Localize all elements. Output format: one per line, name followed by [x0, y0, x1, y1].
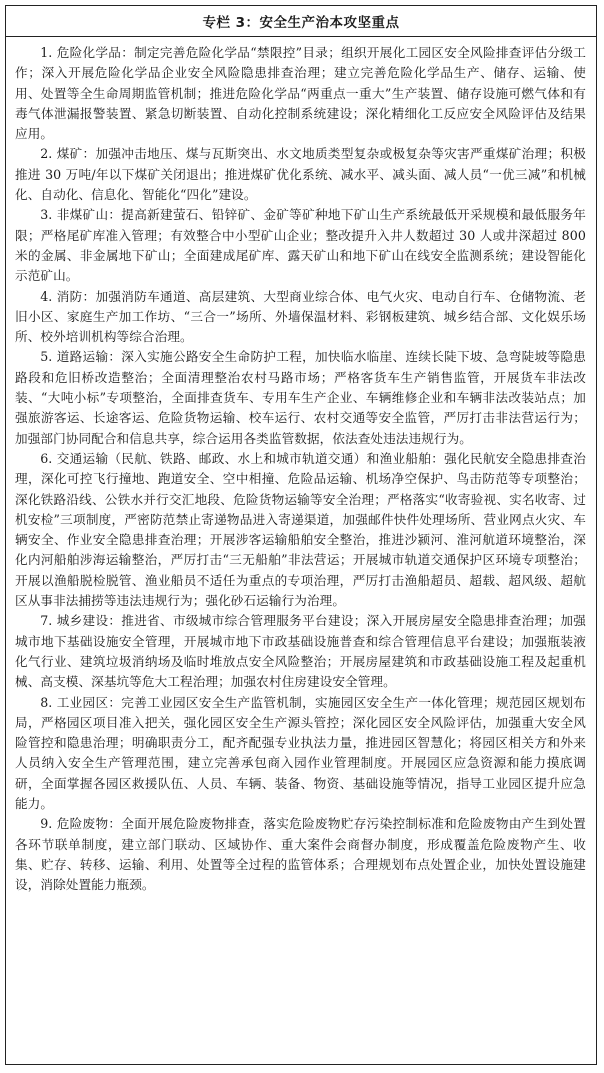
item-hazardous-chemicals: 1. 危险化学品：制定完善危险化学品“禁限控”目录；组织开展化工园区安全风险排查评估分级工作；深入开展危险化学品企业安全风险隐患排查治理；建立完善危险化学品生产、储存、运输、使用、处置等全生命周期监管机制；推进危险化学品“两重点一重大”生产装置、储存设施可燃气体和有毒气体泄漏报警装置、紧急切断装置、自动化控制系统建设；深化精细化工反应安全风险评估及结果应用。 — [15, 45, 586, 142]
special-column-box — [5, 5, 597, 1065]
item-fire-protection: 4. 消防：加强消防车通道、高层建筑、大型商业综合体、电气火灾、电动自行车、仓储物流、老旧小区、家庭生产加工作坊、“三合一”场所、外墙保温材料、彩钢板建筑、城乡结合部、文化娱乐场所、校外培训机构等综合治理。 — [15, 288, 586, 345]
item-road-transport: 5. 道路运输：深入实施公路安全生命防护工程，加快临水临崖、连续长陡下坡、急弯陡坡等隐患路段和危旧桥改造整治；全面清理整治农村马路市场；严格客货车生产销售监管，开展货车非法改装、“大吨小标”专项整治，全面排查货车、专用车生产企业、车辆维修企业和车辆非法改装站点；加强旅游客运、长途客运、危险货物运输、校车运行、农村交通等安全监管，严厉打击非法营运行为；加强部门协同配合和信息共享，综合运用各类监管数据，依法查处违法违规行为。 — [15, 349, 586, 446]
item-non-coal-mines: 3. 非煤矿山：提高新建萤石、铅锌矿、金矿等矿种地下矿山生产系统最低开采规模和最低服务年限；严格尾矿库准入管理；有效整合中小型矿山企业；整改提升入井人数超过 30 人或井深超过 800 米的金属、非金属地下矿山；全面建成尾矿库、露天矿山和地下矿山在线安全监测系统；建设智能化示范矿山。 — [15, 207, 586, 284]
item-urban-rural-construction: 7. 城乡建设：推进省、市级城市综合管理服务平台建设；深入开展房屋安全隐患排查治理；加强城市地下基础设施安全管理，开展城市地下市政基础设施普查和综合管理信息平台建设；加强瓶装液化气行业、建筑垃圾消纳场及临时堆放点安全风险整治；开展房屋建筑和市政基础设施工程及起重机械、高支模、深基坑等危大工程治理；加强农村住房建设安全管理。 — [15, 613, 586, 690]
item-coal-mines: 2. 煤矿：加强冲击地压、煤与瓦斯突出、水文地质类型复杂或极复杂等灾害严重煤矿治理；积极推进 30 万吨/年以下煤矿关闭退出；推进煤矿优化系统、减水平、减头面、减人员“一优三减”和机械化、自动化、信息化、智能化“四化”建设。 — [15, 146, 586, 203]
item-hazardous-waste: 9. 危险废物：全面开展危险废物排查，落实危险废物贮存污染控制标准和危险废物由产生到处置各环节联单制度，建立部门联动、区域协作、重大案件会商督办制度，形成覆盖危险废物产生、收集、贮存、转移、运输、利用、处置等全过程的监管体系；合理规划布点处置企业，加快处置设施建设，消除处置能力瓶颈。 — [15, 816, 586, 893]
column-title: 专栏 3：安全生产治本攻坚重点 — [6, 6, 596, 37]
item-industrial-parks: 8. 工业园区：完善工业园区安全生产监管机制，实施园区安全生产一体化管理；规范园区规划布局，严格园区项目准入把关，强化园区安全生产源头管控；深化园区安全风险评估，加强重大安全风险管控和隐患治理；明确职责分工，配齐配强专业执法力量，推进园区智慧化；将园区相关方和外来人员纳入安全生产管理范围，建立完善承包商入园作业管理制度。开展园区应急资源和能力摸底调研，全面掌握各园区救援队伍、人员、车辆、装备、物资、基础设施等情况，指导工业园区提升应急能力。 — [15, 694, 586, 811]
column-content — [6, 37, 596, 895]
item-transportation-fishing: 6. 交通运输（民航、铁路、邮政、水上和城市轨道交通）和渔业船舶：强化民航安全隐患排查治理，深化可控飞行撞地、跑道安全、空中相撞、危险品运输、机场净空保护、鸟击防范等专项整治；深化铁路沿线、公铁水并行交汇地段、危险货物运输等安全治理；严格落实“收寄验视、实名收寄、过机安检”三项制度，严密防范禁止寄递物品进入寄递渠道，加强邮件快件处理场所、营业网点火灾、车辆安全、作业安全隐患排查治理；开展涉客运输船舶安全整治，推进沙颍河、淮河航道环境整治，深化内河船舶涉海运输整治，严厉打击“三无船舶”非法营运；开展城市轨道交通保护区环境专项整治；开展以渔船脱检脱管、渔业船员不适任为重点的专项治理，严厉打击渔船超员、超载、超风级、超航区从事非法捕捞等违法违规行为；强化砂石运输行为治理。 — [15, 450, 586, 609]
